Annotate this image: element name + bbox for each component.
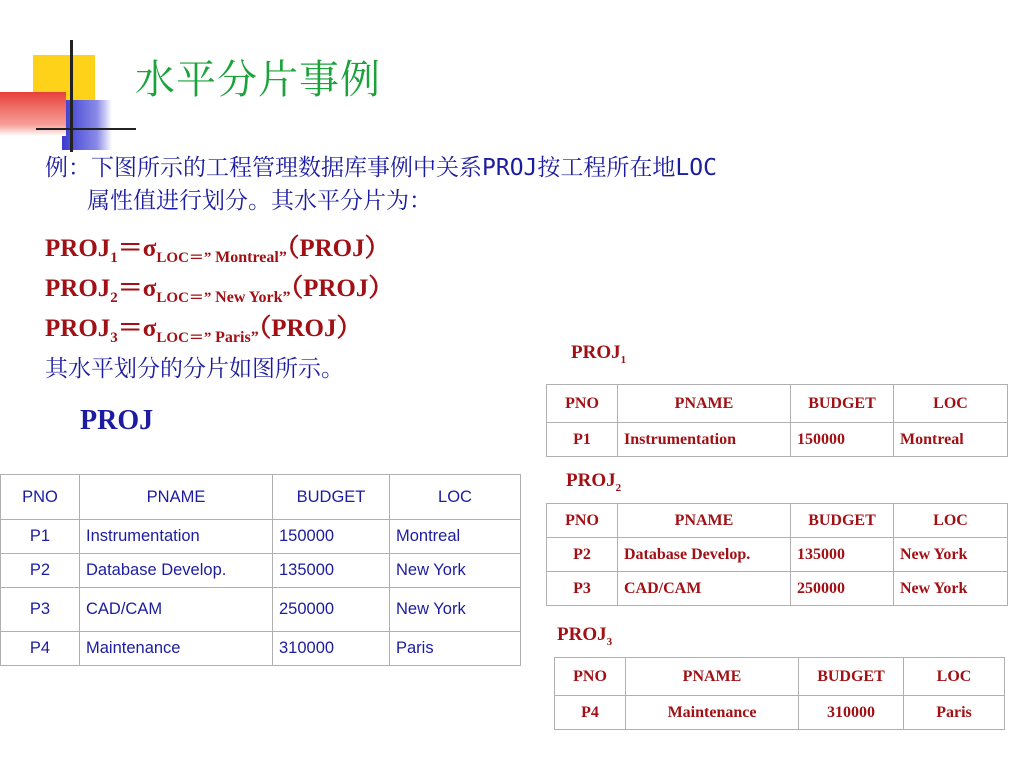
table-row (547, 423, 1008, 457)
formula-lhs: PROJ (45, 275, 111, 302)
formula-eq: ＝σ (117, 275, 157, 302)
formula-proj2 (45, 268, 393, 307)
formula-rhs: （PROJ） (290, 275, 394, 302)
proj-table (0, 474, 521, 666)
table-header-row (547, 504, 1008, 538)
proj-table-label: PROJ (80, 405, 154, 436)
proj3-table (554, 657, 1005, 730)
formula-value: Montreal” (215, 249, 287, 266)
proj2-label-text: PROJ (566, 470, 616, 491)
formula-proj3 (45, 308, 361, 347)
corner-decoration (0, 0, 135, 160)
header-pname: PNAME (80, 475, 273, 520)
formula-lhs: PROJ (45, 235, 111, 262)
cell-loc: Montreal (894, 423, 1008, 457)
cell-loc: Paris (904, 696, 1005, 730)
horizontal-line (36, 128, 136, 130)
cell-pno: P4 (555, 696, 626, 730)
cell-loc: New York (390, 588, 521, 632)
header-loc: LOC (894, 385, 1008, 423)
table-row (1, 632, 521, 666)
formula-proj1 (45, 228, 390, 267)
proj1-label (571, 342, 626, 366)
header-budget: BUDGET (791, 385, 894, 423)
formula-eq: ＝σ (117, 315, 157, 342)
cell-pname: CAD/CAM (618, 572, 791, 606)
header-pname: PNAME (618, 385, 791, 423)
table-header-row (555, 658, 1005, 696)
cell-pno: P2 (1, 554, 80, 588)
cell-loc: New York (390, 554, 521, 588)
cell-pno: P3 (547, 572, 618, 606)
table-row (555, 696, 1005, 730)
cell-pno: P1 (547, 423, 618, 457)
cell-loc: Paris (390, 632, 521, 666)
table-row (1, 520, 521, 554)
proj2-table (546, 503, 1008, 606)
table-row (547, 572, 1008, 606)
proj3-label (557, 624, 612, 648)
proj1-label-sub: 1 (620, 353, 627, 366)
ending-text: 其水平划分的分片如图所示。 (45, 356, 344, 382)
table-row (547, 538, 1008, 572)
formula-sub: 2 (110, 290, 118, 306)
cell-budget: 250000 (273, 588, 390, 632)
formula-value: New York” (215, 289, 291, 306)
cell-pno: P3 (1, 588, 80, 632)
intro-line-2: 属性值进行划分。其水平分片为： (87, 188, 432, 214)
header-budget: BUDGET (273, 475, 390, 520)
cell-pname: Database Develop. (80, 554, 273, 588)
formula-cond: LOC＝” (156, 250, 212, 266)
table-row (1, 554, 521, 588)
proj3-label-text: PROJ (557, 624, 607, 645)
header-pno: PNO (547, 504, 618, 538)
header-loc: LOC (894, 504, 1008, 538)
cell-pname: Maintenance (626, 696, 799, 730)
header-pno: PNO (555, 658, 626, 696)
vertical-line (70, 40, 73, 152)
formula-sub: 3 (110, 330, 118, 346)
cell-budget: 250000 (791, 572, 894, 606)
cell-budget: 150000 (273, 520, 390, 554)
formula-cond: LOC＝” (156, 290, 212, 306)
cell-pname: Instrumentation (80, 520, 273, 554)
cell-loc: Montreal (390, 520, 521, 554)
proj1-label-text: PROJ (571, 342, 621, 363)
proj2-label (566, 470, 621, 494)
header-pname: PNAME (626, 658, 799, 696)
cell-budget: 135000 (791, 538, 894, 572)
header-pno: PNO (1, 475, 80, 520)
cell-loc: New York (894, 572, 1008, 606)
cell-budget: 150000 (791, 423, 894, 457)
cell-pno: P1 (1, 520, 80, 554)
header-budget: BUDGET (799, 658, 904, 696)
formula-lhs: PROJ (45, 315, 111, 342)
intro-text (45, 152, 975, 218)
formula-sub: 1 (110, 250, 118, 266)
proj1-table (546, 384, 1008, 457)
cell-budget: 135000 (273, 554, 390, 588)
cell-budget: 310000 (799, 696, 904, 730)
header-pno: PNO (547, 385, 618, 423)
intro-line-1: 例：下图所示的工程管理数据库事例中关系PROJ按工程所在地LOC (45, 155, 717, 181)
formula-eq: ＝σ (117, 235, 157, 262)
table-row (1, 588, 521, 632)
cell-pname: Instrumentation (618, 423, 791, 457)
page-title: 水平分片事例 (135, 57, 381, 103)
formula-rhs: （PROJ） (258, 315, 362, 342)
table-header-row (1, 475, 521, 520)
cell-pno: P2 (547, 538, 618, 572)
header-pname: PNAME (618, 504, 791, 538)
proj2-label-sub: 2 (615, 481, 622, 494)
table-header-row (547, 385, 1008, 423)
formula-rhs: （PROJ） (286, 235, 390, 262)
cell-pname: Maintenance (80, 632, 273, 666)
cell-budget: 310000 (273, 632, 390, 666)
formula-value: Paris” (215, 329, 259, 346)
cell-loc: New York (894, 538, 1008, 572)
proj3-label-sub: 3 (606, 635, 613, 648)
header-budget: BUDGET (791, 504, 894, 538)
cell-pname: Database Develop. (618, 538, 791, 572)
cell-pname: CAD/CAM (80, 588, 273, 632)
header-loc: LOC (904, 658, 1005, 696)
cell-pno: P4 (1, 632, 80, 666)
formula-cond: LOC＝” (156, 330, 212, 346)
header-loc: LOC (390, 475, 521, 520)
